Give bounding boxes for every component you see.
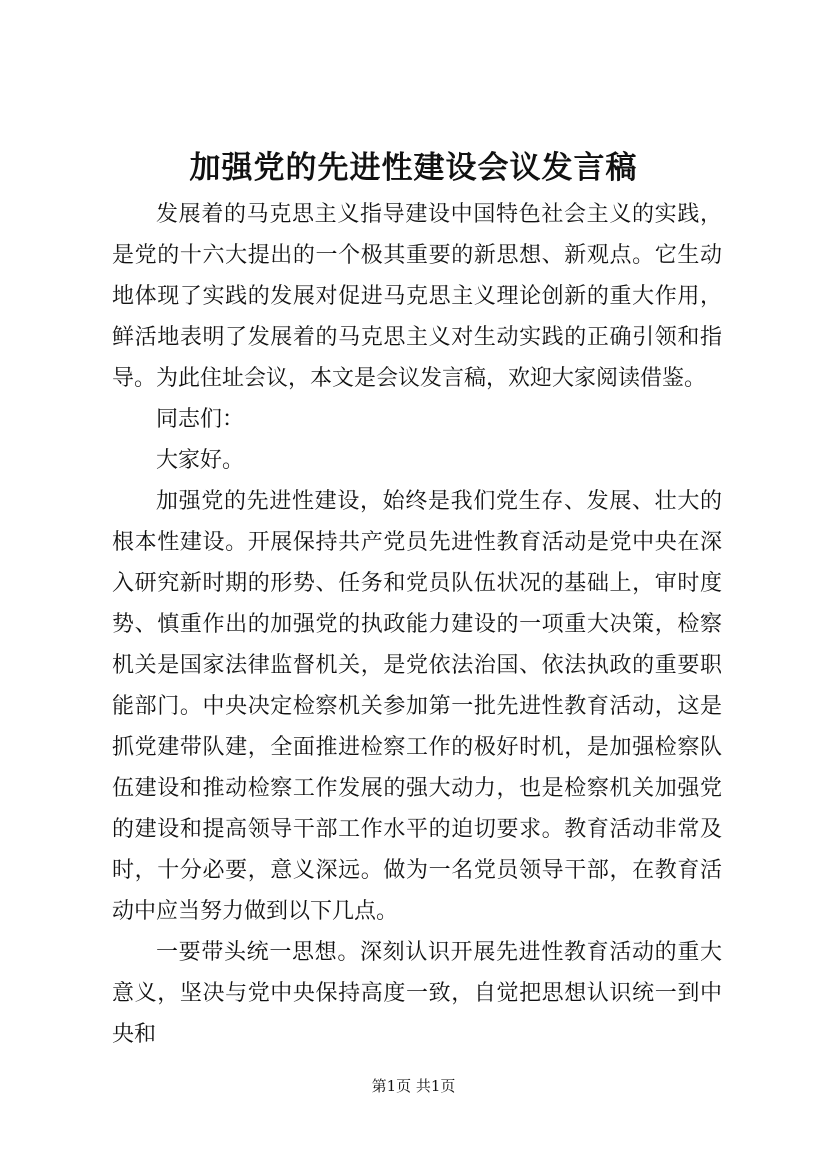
paragraph-point-one: 一要带头统一思想。深刻认识开展先进性教育活动的重大意义，坚决与党中央保持高度一致，自觉把思想认识统一到中央和 xyxy=(112,940,722,1047)
document-body xyxy=(112,194,722,1055)
paragraph-main: 加强党的先进性建设，始终是我们党生存、发展、壮大的根本性建设。开展保持共产党员先进性教育活动是党中央在深入研究新时期的形势、任务和党员队伍状况的基础上，审时度势、慎重作出的加强党的执政能力建设的一项重大决策，检察机关是国家法律监督机关，是党依法治国、依法执政的重要职能部门。中央决定检察机关参加第一批先进性教育活动，这是抓党建带队建，全面推进检察工作的极好时机，是加强检察队伍建设和推动检察工作发展的强大动力，也是检察机关加强党的建设和提高领导干部工作水平的迫切要求。教育活动非常及时，十分必要，意义深远。做为一名党员领导干部，在教育活动中应当努力做到以下几点。 xyxy=(112,489,722,924)
paragraph-greeting: 大家好。 xyxy=(156,448,245,473)
paragraph-salutation: 同志们： xyxy=(156,407,245,432)
document-title: 加强党的先进性建设会议发言稿 xyxy=(189,150,638,186)
paragraph-intro: 发展着的马克思主义指导建设中国特色社会主义的实践，是党的十六大提出的一个极其重要的新思想、新观点。它生动地体现了实践的发展对促进马克思主义理论创新的重大作用，鲜活地表明了发展着的马克思主义对生动实践的正确引领和指导。为此住址会议，本文是会议发言稿，欢迎大家阅读借鉴。 xyxy=(112,202,722,391)
page-footer: 第1页 共1页 xyxy=(371,1077,456,1095)
